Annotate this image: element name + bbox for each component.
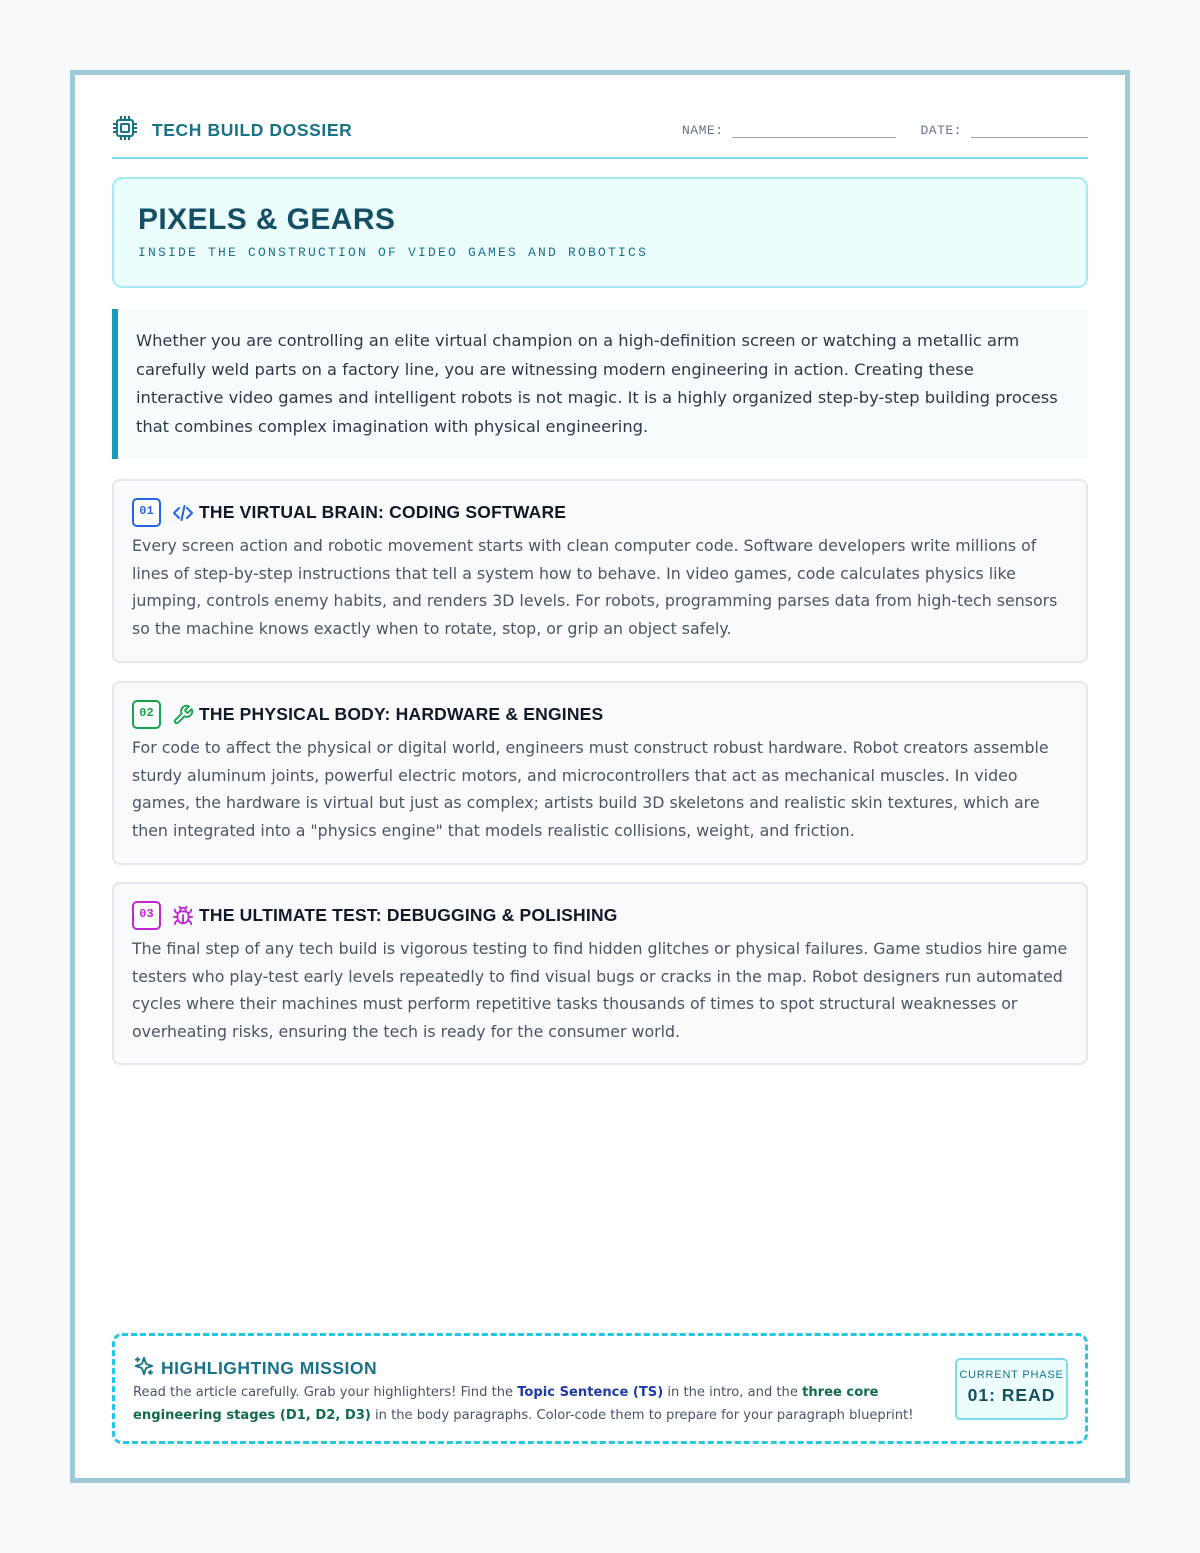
header xyxy=(112,105,1088,159)
section-body: Every screen action and robotic movement starts with clean computer code. Software developers write millions of lines of step-by-step instructions that tell a system how to behave. In video games, code calculates physics like jumping, controls enemy habits, and renders 3D levels. For robots, programming parses data from high-tech sensors so the machine knows exactly when to rotate, stop, or grip an object safely. xyxy=(132,536,1058,639)
engineering-stages-highlight: three core engineering stages (D1, D2, D3) xyxy=(133,1385,879,1423)
brand xyxy=(112,115,352,145)
mission-instructions xyxy=(133,1381,938,1427)
section-body: The final step of any tech build is vigorous testing to find hidden glitches or physical failures. Game studios hire game testers who play-test early levels repeatedly to find visual bugs or cracks in the map. Robot designers run automated cycles where their machines must perform repetitive tasks thousands of times to spot structural weaknesses or overheating risks, ensuring the tech is ready for the consumer world. xyxy=(132,939,1068,1042)
section-header xyxy=(132,884,1070,946)
date-label: DATE: xyxy=(920,123,962,138)
mission-text-part: Read the article carefully. Grab your highlighters! Find the xyxy=(133,1385,518,1400)
topic-sentence-highlight: Topic Sentence (TS) xyxy=(517,1385,664,1400)
name-field[interactable] xyxy=(732,124,896,138)
section-body: For code to affect the physical or digital world, engineers must construct robust hardware. Robot creators assemble sturdy aluminum joints, powerful electric motors, and microcontrollers that act as mechanical muscles. In video games, the hardware is virtual but just as complex; artists build 3D skeletons and realistic skin textures, which are then integrated into a "physics engine" that models realistic collisions, weight, and friction. xyxy=(132,738,1049,841)
section-title: THE ULTIMATE TEST: DEBUGGING & POLISHING xyxy=(199,905,618,925)
section-header xyxy=(132,481,1070,543)
worksheet-frame xyxy=(70,70,1130,1483)
wrench-icon xyxy=(172,704,194,726)
mission-text-part: in the body paragraphs. Color-code them to prepare for your paragraph blueprint! xyxy=(370,1408,914,1423)
section-testing xyxy=(112,882,1088,1065)
current-phase-badge xyxy=(955,1358,1068,1420)
mission-title: HIGHLIGHTING MISSION xyxy=(161,1357,378,1378)
section-title: THE VIRTUAL BRAIN: CODING SOFTWARE xyxy=(199,502,567,522)
page-title: PIXELS & GEARS xyxy=(138,203,396,236)
section-title: THE PHYSICAL BODY: HARDWARE & ENGINES xyxy=(199,704,604,724)
phase-label: CURRENT PHASE xyxy=(959,1369,1064,1381)
name-label: NAME: xyxy=(681,123,724,138)
student-meta xyxy=(682,123,1088,138)
section-hardware xyxy=(112,681,1088,865)
highlighting-mission-box xyxy=(112,1333,1088,1444)
cpu-chip-icon xyxy=(112,115,138,145)
phase-value: 01: READ xyxy=(967,1385,1056,1405)
section-number-badge: 03 xyxy=(132,901,161,930)
date-field[interactable] xyxy=(971,124,1088,138)
section-header xyxy=(132,683,1070,745)
section-coding xyxy=(112,479,1088,663)
sparkles-icon xyxy=(133,1355,155,1381)
mission-text-part: in the intro, and the xyxy=(663,1385,803,1400)
section-number-badge: 02 xyxy=(132,700,161,729)
mission-header xyxy=(133,1355,377,1381)
worksheet-content xyxy=(112,105,1088,1423)
title-box xyxy=(112,177,1088,288)
section-number-badge: 01 xyxy=(132,498,161,527)
code-icon xyxy=(172,502,194,524)
brand-title: TECH BUILD DOSSIER xyxy=(152,119,353,140)
page-subtitle: INSIDE THE CONSTRUCTION OF VIDEO GAMES AND ROBOTICS xyxy=(138,245,649,260)
bug-icon xyxy=(172,905,194,927)
intro-paragraph: Whether you are controlling an elite virtual champion on a high-definition screen or watching a metallic arm carefully weld parts on a factory line, you are witnessing modern engineering in action. Creating these interactive video games and intelligent robots is not magic. It is a highly organized step-by-step building process that combines complex imagination with physical engineering. xyxy=(112,309,1088,459)
